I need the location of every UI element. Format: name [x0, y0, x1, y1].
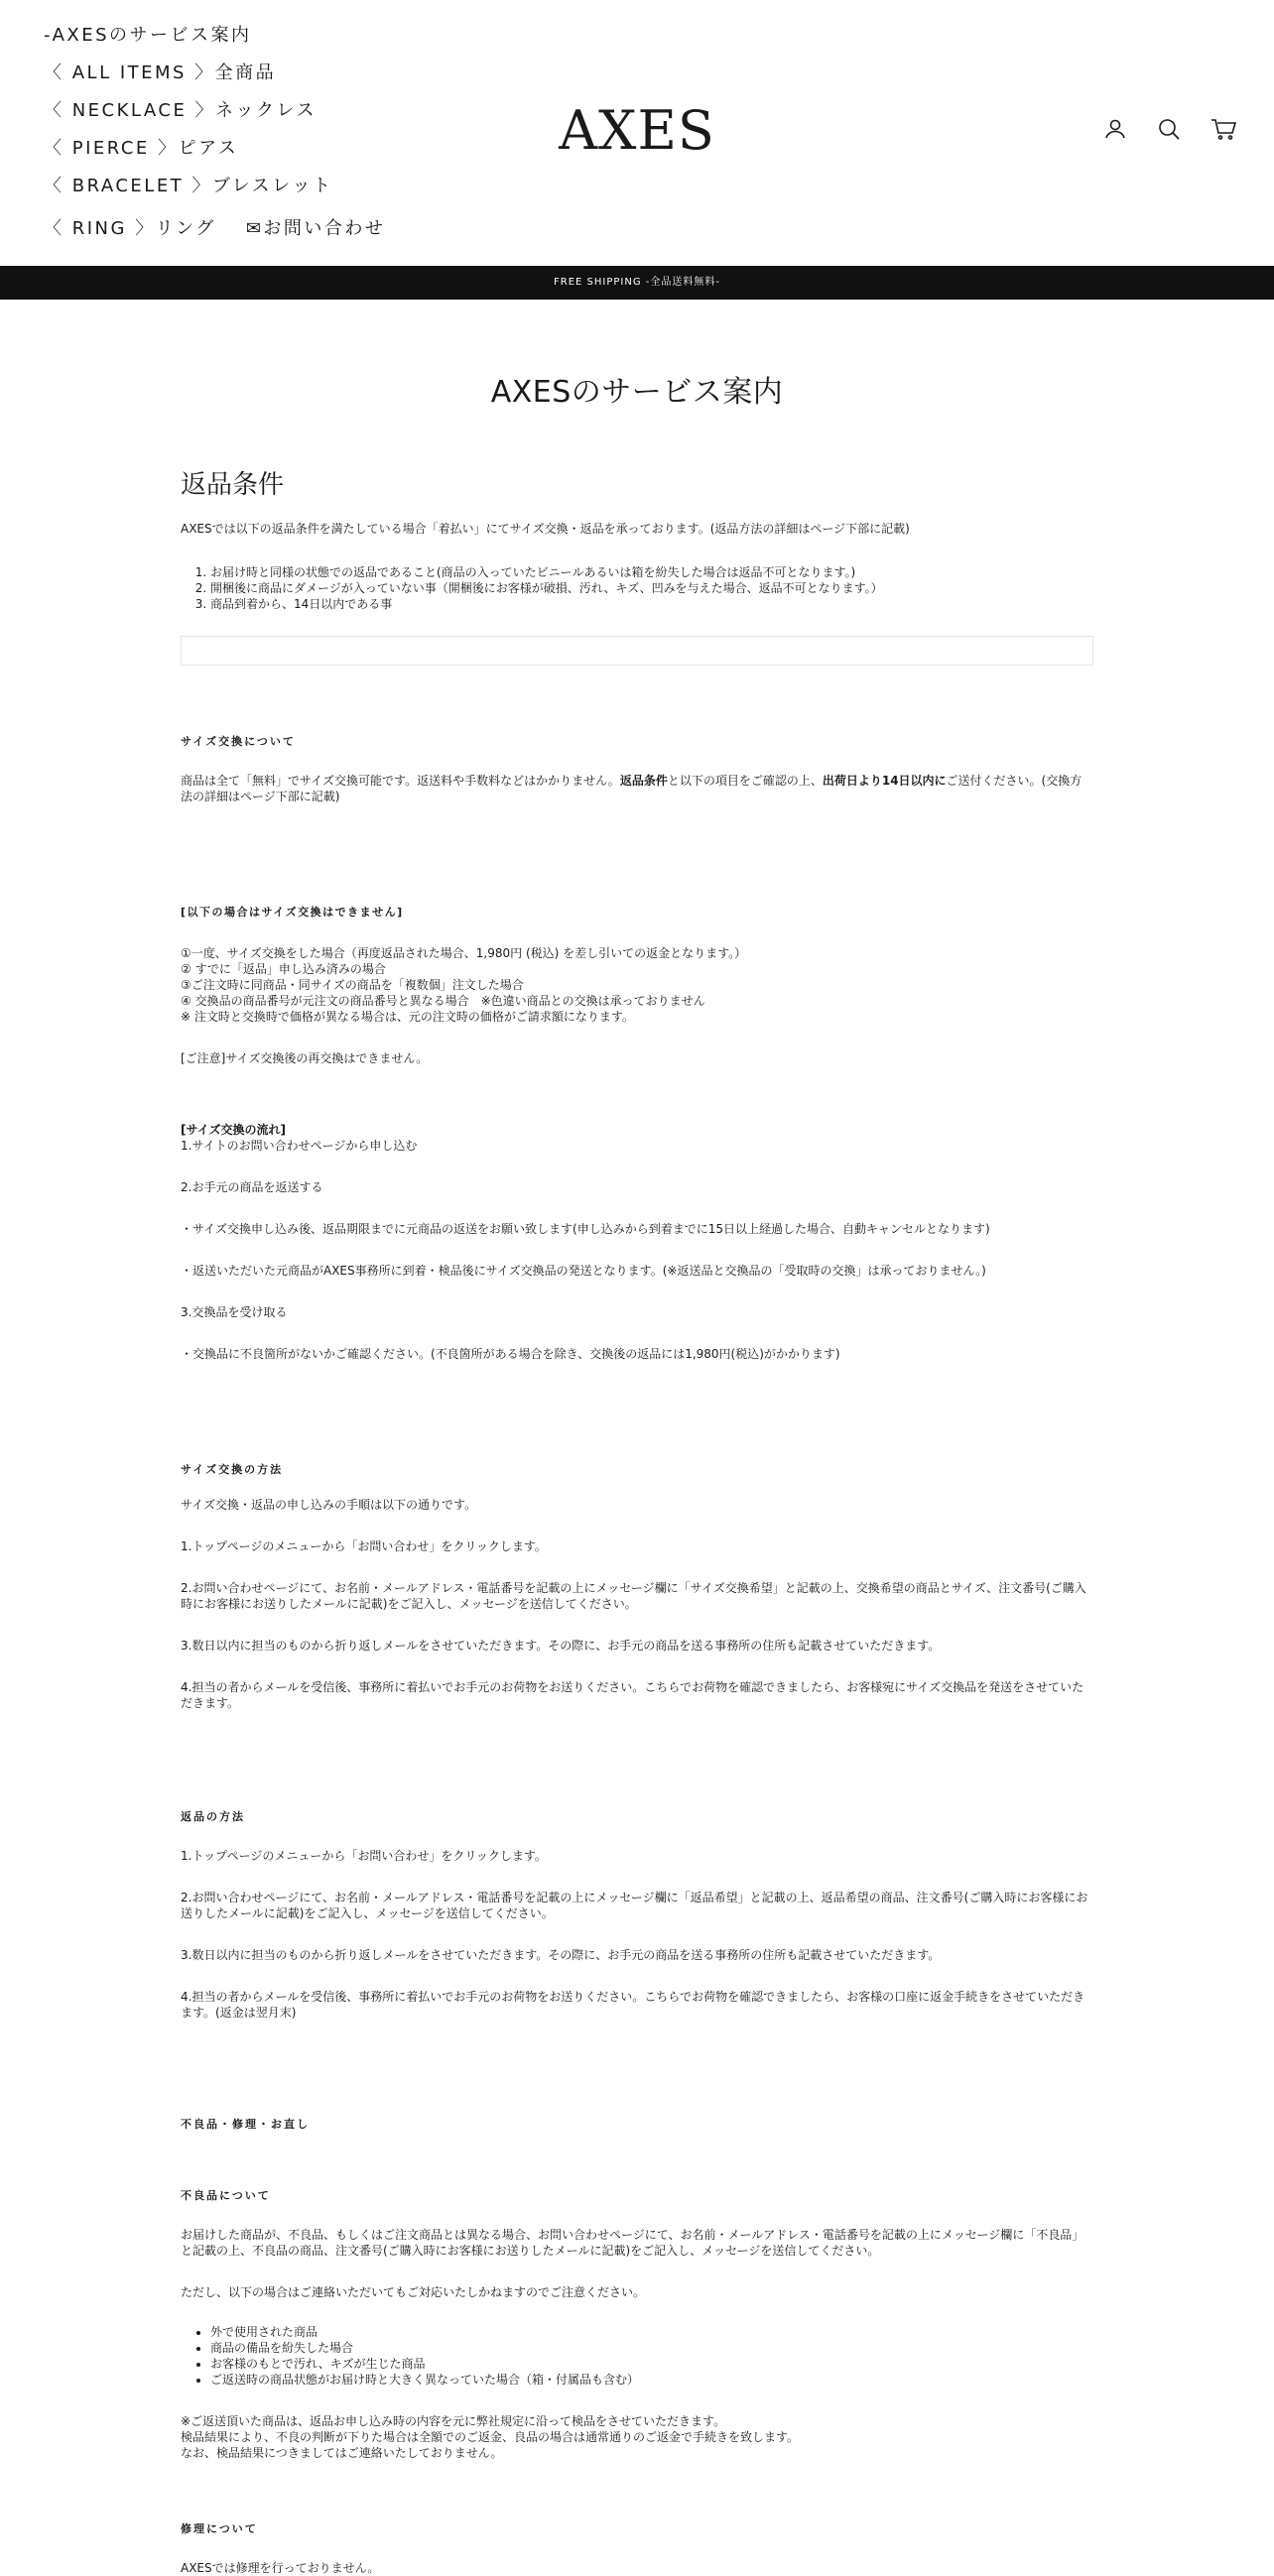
site-logo[interactable]: AXES [559, 99, 715, 162]
list-item: ①一度、サイズ交換をした場合（再度返品された場合、1,980円 (税込) を差し引いての返金となります。） [181, 946, 747, 960]
user-icon[interactable] [1103, 117, 1127, 141]
flow-step-2: 2.お手元の商品を返送する [181, 1180, 323, 1194]
nav-item-pierce[interactable]: 〈 PIERCE 〉ピアス [44, 138, 239, 159]
flow-step-2-note-2: ・返送いただいた元商品がAXES事務所に到着・検品後にサイズ交換品の発送となります。(※返送品と交換品の「受取時の交換」は承っておりません。) [181, 1264, 986, 1278]
size-exchange-text: 商品は全て「無料」でサイズ交換可能です。返送料や手数料などはかかりません。返品条件と以下の項目をご確認の上、出荷日より14日以内にご送付ください。(交換方法の詳細はページ下部に記載) [181, 774, 1083, 803]
site-header [0, 0, 1274, 266]
list-item: • お客様のもとで汚れ、キズが生じた商品 [210, 2356, 1093, 2372]
exchange-method-intro: サイズ交換・返品の申し込みの手順は以下の通りです。 [181, 1498, 477, 1512]
exchange-step-2: 2.お問い合わせページにて、お名前・メールアドレス・電話番号を記載の上にメッセージ欄に「サイズ交換希望」と記載の上、交換希望の商品とサイズ、注文番号(ご購入時にお客様にお送りしたメールに記載)をご記入し、メッセージを送信してください。 [181, 1581, 1086, 1611]
header-icons [1103, 117, 1236, 141]
list-item: 2. 開梱後に商品にダメージが入っていない事（開梱後にお客様が破損、汚れ、キズ、凹みを与えた場合、返品不可となります。） [210, 580, 1093, 596]
not-allowed-heading: [以下の場合はサイズ交換はできません] [181, 906, 404, 919]
return-step-4: 4.担当の者からメールを受信後、事務所に着払いでお手元のお荷物をお送りください。こちらでお荷物を確認できましたら、お客様の口座に返金手続きをさせていただきます。(返金は翌月末) [181, 1990, 1085, 2020]
return-step-3: 3.数日以内に担当のものから折り返しメールをさせていただきます。その際に、お手元の商品を送る事務所の住所も記載させていただきます。 [181, 1948, 941, 1962]
announcement-bar: FREE SHIPPING -全品送料無料- [0, 266, 1274, 300]
size-exchange-heading: サイズ交換について [181, 735, 296, 748]
list-item: ※ 注文時と交換時で価格が異なる場合は、元の注文時の価格がご請求額になります。 [181, 1010, 634, 1024]
search-icon[interactable] [1157, 117, 1181, 141]
exchange-step-3: 3.数日以内に担当のものから折り返しメールをさせていただきます。その際に、お手元の商品を送る事務所の住所も記載させていただきます。 [181, 1639, 941, 1653]
flow-heading: [サイズ交換の流れ] [181, 1123, 287, 1137]
list-item: ③ご注文時に同商品・同サイズの商品を「複数個」注文した場合 [181, 978, 524, 992]
defect-heading: 不良品・修理・お直し [181, 2118, 310, 2131]
defect-text: お届けした商品が、不良品、もしくはご注文商品とは異なる場合、お問い合わせページにて、お名前・メールアドレス・電話番号を記載の上にメッセージ欄に「不良品」と記載の上、不良品の商品、注文番号(ご購入時にお客様にお送りしたメールに記載)をご記入し、メッセージを送信してください。 [181, 2228, 1084, 2258]
flow-step-1: 1.サイトのお問い合わせページから申し込む [181, 1139, 418, 1153]
flow-step-2-note-1: ・サイズ交換申し込み後、返品期限までに元商品の返送をお願い致します(申し込みから到着までに15日以上経過した場合、自動キャンセルとなります) [181, 1222, 990, 1236]
nav-item-contact[interactable]: ✉お問い合わせ [245, 218, 386, 239]
defect-sub-heading: 不良品について [181, 2189, 271, 2202]
repair-heading: 修理について [181, 2522, 258, 2535]
exchange-step-1: 1.トップページのメニューから「お問い合わせ」をクリックします。 [181, 1539, 547, 1553]
nav-item-all-items[interactable]: 〈 ALL ITEMS 〉全商品 [44, 62, 277, 83]
nav-item-necklace[interactable]: 〈 NECKLACE 〉ネックレス [44, 100, 317, 121]
defect-exceptions-list [181, 2324, 1093, 2388]
defect-exception-intro: ただし、以下の場合はご連絡いただいてもご対応いたしかねますのでご注意ください。 [181, 2285, 646, 2299]
page-title: AXESのサービス案内 [490, 375, 784, 410]
return-conditions-list [181, 564, 1093, 612]
list-item: • ご返送時の商品状態がお届け時と大きく異なっていた場合（箱・付属品も含む） [210, 2372, 1093, 2388]
flow-step-3-note: ・交換品に不良箇所がないかご確認ください。(不良箇所がある場合を除き、交換後の返品には1,980円(税込)がかかります) [181, 1347, 840, 1361]
defect-note: 検品結果により、不良の判断が下りた場合は全額でのご返金、良品の場合は通常通りのご返金で手続きを致します。 [181, 2430, 800, 2444]
cart-icon[interactable] [1210, 117, 1236, 141]
return-step-1: 1.トップページのメニューから「お問い合わせ」をクリックします。 [181, 1849, 547, 1863]
repair-text: AXESでは修理を行っておりません。 [181, 2561, 380, 2575]
return-step-2: 2.お問い合わせページにて、お名前・メールアドレス・電話番号を記載の上にメッセージ欄に「返品希望」と記載の上、返品希望の商品、注文番号(ご購入時にお客様にお送りしたメールに記載)をご記入し、メッセージを送信してください。 [181, 1891, 1088, 1920]
page-content [181, 300, 1093, 2576]
list-item: ② すでに「返品」申し込み済みの場合 [181, 962, 386, 976]
defect-note: ※ご返送頂いた商品は、返品お申し込み時の内容を元に弊社規定に沿って検品をさせていただきます。 [181, 2414, 726, 2428]
nav-row-last [44, 210, 385, 248]
exchange-method-heading: サイズ交換の方法 [181, 1463, 284, 1476]
flow-step-3: 3.交換品を受け取る [181, 1305, 288, 1319]
returns-heading: 返品条件 [181, 470, 285, 500]
not-allowed-list [181, 945, 1093, 1025]
defect-note: なお、検品結果につきましてはご連絡いたしておりません。 [181, 2446, 503, 2460]
return-method-heading: 返品の方法 [181, 1810, 245, 1823]
nav-item-service[interactable]: -AXESのサービス案内 [44, 25, 252, 46]
list-item: 1. お届け時と同様の状態での返品であること(商品の入っていたビニールあるいは箱を紛失した場合は返品不可となります。) [210, 564, 1093, 580]
list-item: • 外で使用された商品 [210, 2324, 1093, 2340]
not-allowed-note: [ご注意]サイズ交換後の再交換はできません。 [181, 1051, 429, 1065]
list-item: 3. 商品到着から、14日以内である事 [210, 596, 1093, 612]
empty-table-box [181, 636, 1093, 666]
exchange-step-4: 4.担当の者からメールを受信後、事務所に着払いでお手元のお荷物をお送りください。こちらでお荷物を確認できましたら、お客様宛にサイズ交換品を発送をさせていただきます。 [181, 1680, 1084, 1710]
nav-item-bracelet[interactable]: 〈 BRACELET 〉ブレスレット [44, 176, 333, 196]
list-item: ④ 交換品の商品番号が元注文の商品番号と異なる場合 ※色違い商品との交換は承っておりません [181, 994, 705, 1008]
returns-intro: AXESでは以下の返品条件を満たしている場合「着払い」にてサイズ交換・返品を承っております。(返品方法の詳細はページ下部に記載) [181, 522, 910, 536]
list-item: • 商品の備品を紛失した場合 [210, 2340, 1093, 2356]
defect-notes [181, 2413, 1093, 2461]
nav-item-ring[interactable]: 〈 RING 〉リング [44, 218, 216, 239]
